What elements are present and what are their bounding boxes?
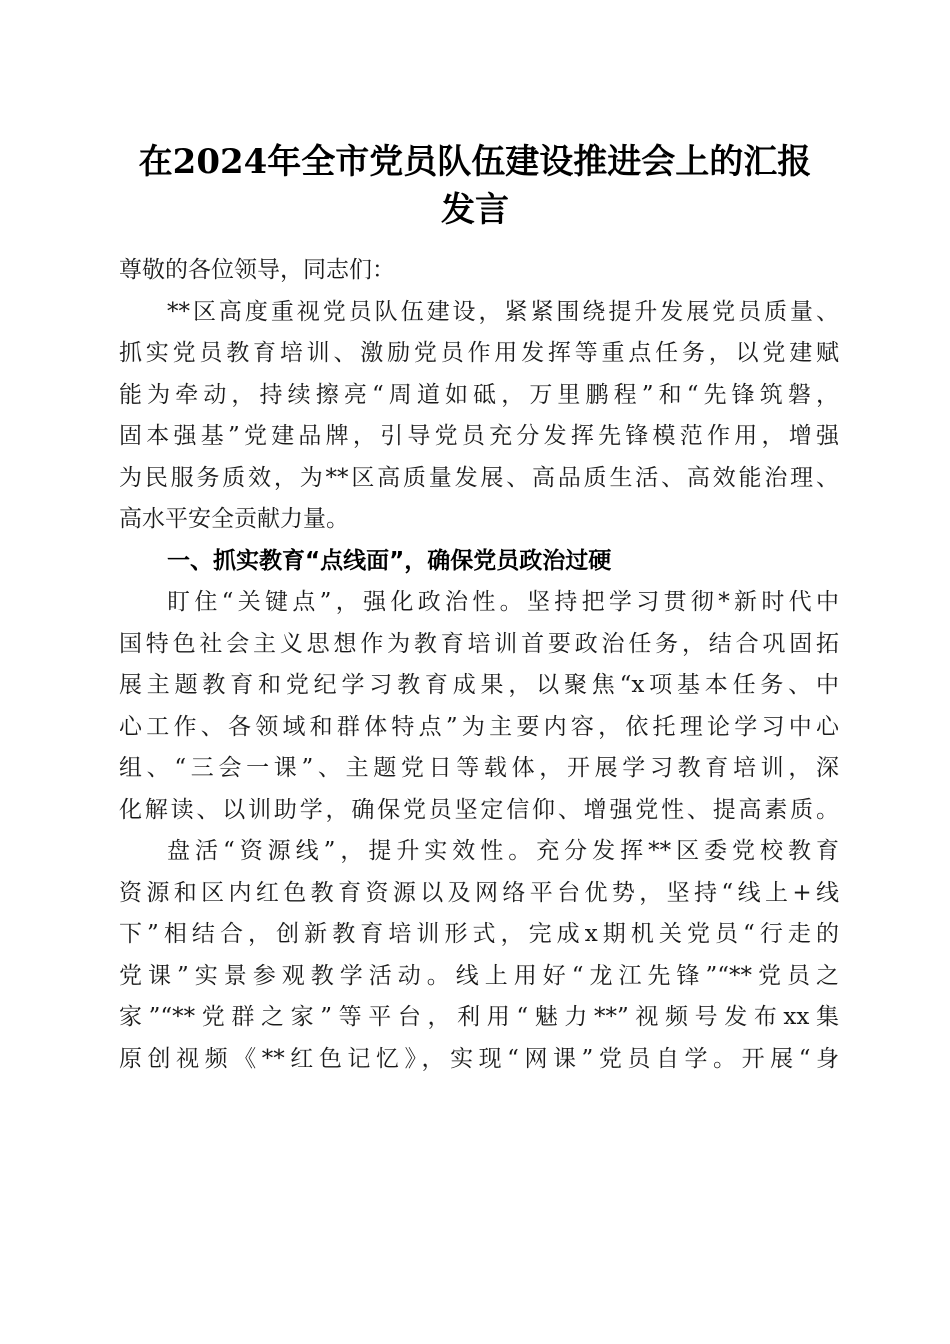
document-title [110, 138, 840, 234]
title-line-2: 发言 [441, 190, 509, 230]
paragraph-line: 原创视频《**红色记忆》，实现“网课”党员自学。开展“身 [119, 1045, 839, 1072]
paragraph-line: 盯住“关键点”，强化政治性。坚持把学习贯彻*新时代中 [167, 589, 839, 615]
paragraph-line: 盘活“资源线”，提升实效性。充分发挥**区委党校教育 [167, 838, 839, 864]
paragraph-line: 化解读、以训助学，确保党员坚定信仰、增强党性、提高素质。 [119, 796, 839, 823]
paragraph-line: **区高度重视党员队伍建设，紧紧围绕提升发展党员质量、 [167, 298, 839, 325]
title-line-1: 在2024年全市党员队伍建设推进会上的汇报 [138, 142, 812, 182]
paragraph-line: 为民服务质效，为**区高质量发展、高品质生活、高效能治理、 [119, 464, 839, 491]
paragraph-line: 家”“**党群之家”等平台，利用“魅力**”视频号发布xx集 [119, 1004, 839, 1030]
paragraph-line: 心工作、各领域和群体特点”为主要内容，依托理论学习中心 [119, 713, 839, 740]
paragraph-line: 下”相结合，创新教育培训形式，完成x期机关党员“行走的 [119, 921, 839, 947]
section-heading: 一、抓实教育“点线面”，确保党员政治过硬 [167, 547, 612, 574]
paragraph-line: 国特色社会主义思想作为教育培训首要政治任务，结合巩固拓 [119, 630, 839, 657]
salutation: 尊敬的各位领导，同志们： [119, 257, 395, 283]
paragraph-key-points [119, 582, 839, 831]
paragraph-resource-line [119, 831, 839, 1080]
paragraph-line: 能为牵动，持续擦亮“周道如砥，万里鹏程”和“先锋筑磐， [119, 381, 839, 408]
paragraph-line: 展主题教育和党纪学习教育成果，以聚焦“x项基本任务、中 [119, 672, 839, 698]
paragraph-line: 高水平安全贡献力量。 [119, 506, 349, 532]
paragraph-line: 固本强基”党建品牌，引导党员充分发挥先锋模范作用，增强 [119, 423, 839, 449]
paragraph-line: 资源和区内红色教育资源以及网络平台优势，坚持“线上+线 [119, 879, 839, 906]
paragraph-line: 党课”实景参观教学活动。线上用好“龙江先锋”“**党员之 [119, 962, 839, 989]
document-body [119, 250, 839, 1080]
intro-paragraph [119, 292, 839, 541]
paragraph-line: 组、“三会一课”、主题党日等载体，开展学习教育培训，深 [119, 755, 839, 781]
paragraph-line: 抓实党员教育培训、激励党员作用发挥等重点任务，以党建赋 [119, 340, 839, 366]
